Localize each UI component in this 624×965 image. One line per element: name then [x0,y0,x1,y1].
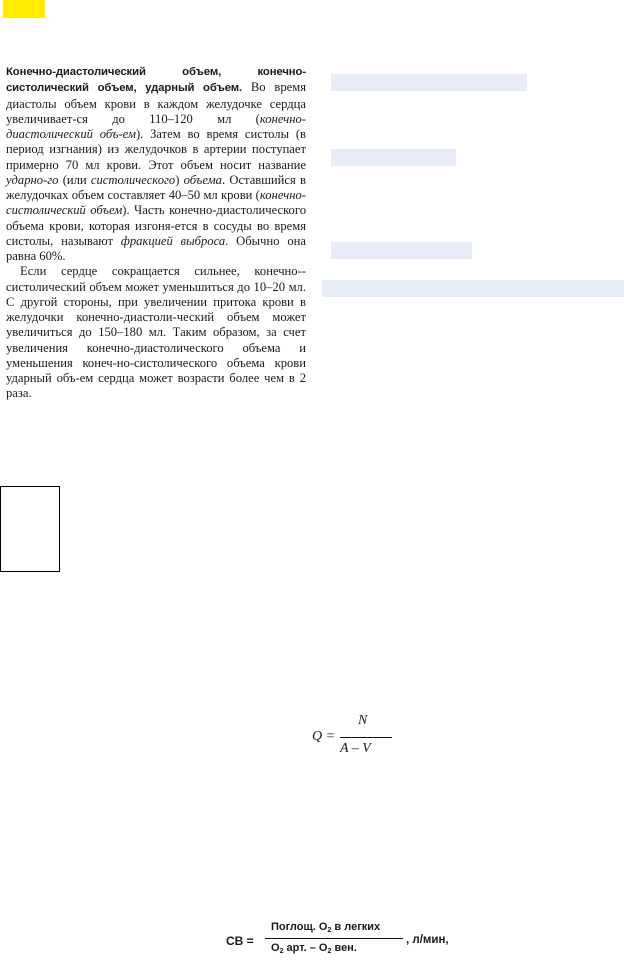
formula-denominator [271,942,357,955]
text-run: ). Затем во время систолы (в период изгнания) из желудочков в артерии поступает примерно 70 мл крови. Этот объем носит название [6,127,306,172]
empty-frame [0,486,60,572]
fraction-line [265,938,403,939]
formula-lhs: Q = [312,729,336,744]
paragraph-1 [6,64,306,264]
term-edv: конечно-диастолический объ-ем [6,111,306,141]
formula-lhs: СВ = [226,934,254,948]
fraction-line [340,737,392,738]
den-part: O [271,942,280,954]
num-part: в легких [331,921,381,933]
subscript: 2 [327,927,332,934]
text-run: . Обычно она равна 60%. [6,233,307,263]
page-marker [3,0,45,18]
term-esv: конечно-систолический объем [6,188,306,218]
text-run: ). Часть конечно-диастолического объема крови, которая изгоня-ется в сосуды во время систолы, называют [6,203,306,248]
num-part: Поглощ. O [271,921,328,933]
formula-numerator [271,921,380,934]
highlight-bar [331,149,456,166]
formula-cardiac-output [226,920,486,962]
term-ejection-fraction: фракцией выброса [120,233,226,248]
highlight-bar [331,74,527,91]
den-part: арт. – O [283,942,328,954]
text-run: Во время диастолы объем крови в каждом желудочке сердца увеличивает-ся до 110–120 мл ( [6,80,307,126]
formula-denominator: A – V [340,741,371,756]
formula-unit: , л/мин, [406,934,449,946]
term-volume: объема [183,172,222,187]
highlight-bar [322,280,624,297]
text-run: . Оставшийся в желудочках объем составляет 40–50 мл крови ( [6,172,306,202]
paragraph-heading: Конечно-диастолический объем, конечно-систолический объем, ударный объем. [6,66,306,95]
paragraph-2: Если сердце сокращается сильнее, конечно-систолический объем может уменьшиться до 10–20 мл. С другой стороны, при увеличении притока крови в желудочки конечно-диастоли-ческий объем может увеличиться до 150–180 мл. Таким образом, за счет увеличения конечно-диастолического объема и уменьшения конеч-но-систолического объема крови ударный объ-ем сердца может возрасти более чем в 2 раза. [6,264,306,401]
highlight-bar [331,242,472,259]
text-run: ) [175,172,184,187]
text-run: (или [58,172,91,187]
formula-numerator: N [358,713,368,728]
subscript: 2 [327,948,332,955]
text-column [6,64,306,402]
term-stroke: ударно-го [6,172,59,187]
term-systolic: систолического [90,172,176,187]
subscript: 2 [279,948,284,955]
formula-q [312,708,422,768]
den-part: вен. [331,942,357,954]
